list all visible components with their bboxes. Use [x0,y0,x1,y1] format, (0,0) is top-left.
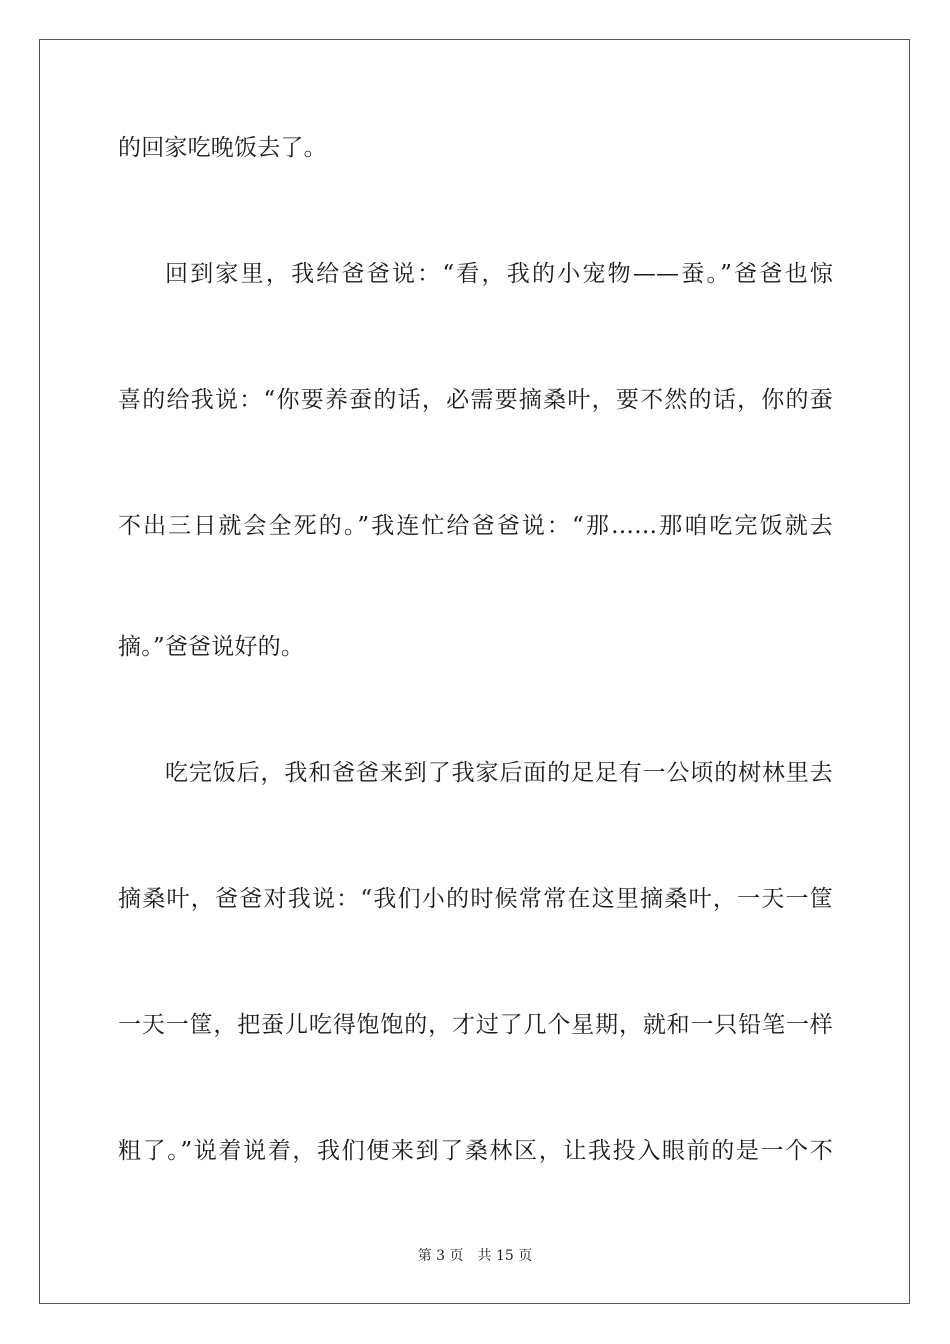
text-line-5: 摘。”爸爸说好的。 [118,634,305,660]
text-line-9: 粗了。”说着说着，我们便来到了桑林区，让我投入眼前的是一个不 [118,1138,833,1164]
text-line-2: 回到家里，我给爸爸说：“看，我的小宠物——蚕。”爸爸也惊 [165,261,833,287]
page-border [39,39,910,1304]
text-line-3: 喜的给我说：“你要养蚕的话，必需要摘桑叶，要不然的话，你的蚕 [118,387,833,413]
text-line-1: 的回家吃晚饭去了。 [118,135,327,161]
text-line-7: 摘桑叶，爸爸对我说：“我们小的时候常常在这里摘桑叶，一天一筐 [118,886,833,912]
page-footer [0,1247,950,1265]
page-number: 第 3 页 [417,1248,464,1264]
text-line-8: 一天一筐，把蚕儿吃得饱饱的，才过了几个星期，就和一只铅笔一样 [118,1012,833,1038]
text-line-6: 吃完饭后，我和爸爸来到了我家后面的足足有一公顷的树林里去 [165,760,833,786]
text-line-4: 不出三日就会全死的。”我连忙给爸爸说：“那……那咱吃完饭就去 [118,513,833,539]
page-total: 共 15 页 [477,1248,533,1264]
